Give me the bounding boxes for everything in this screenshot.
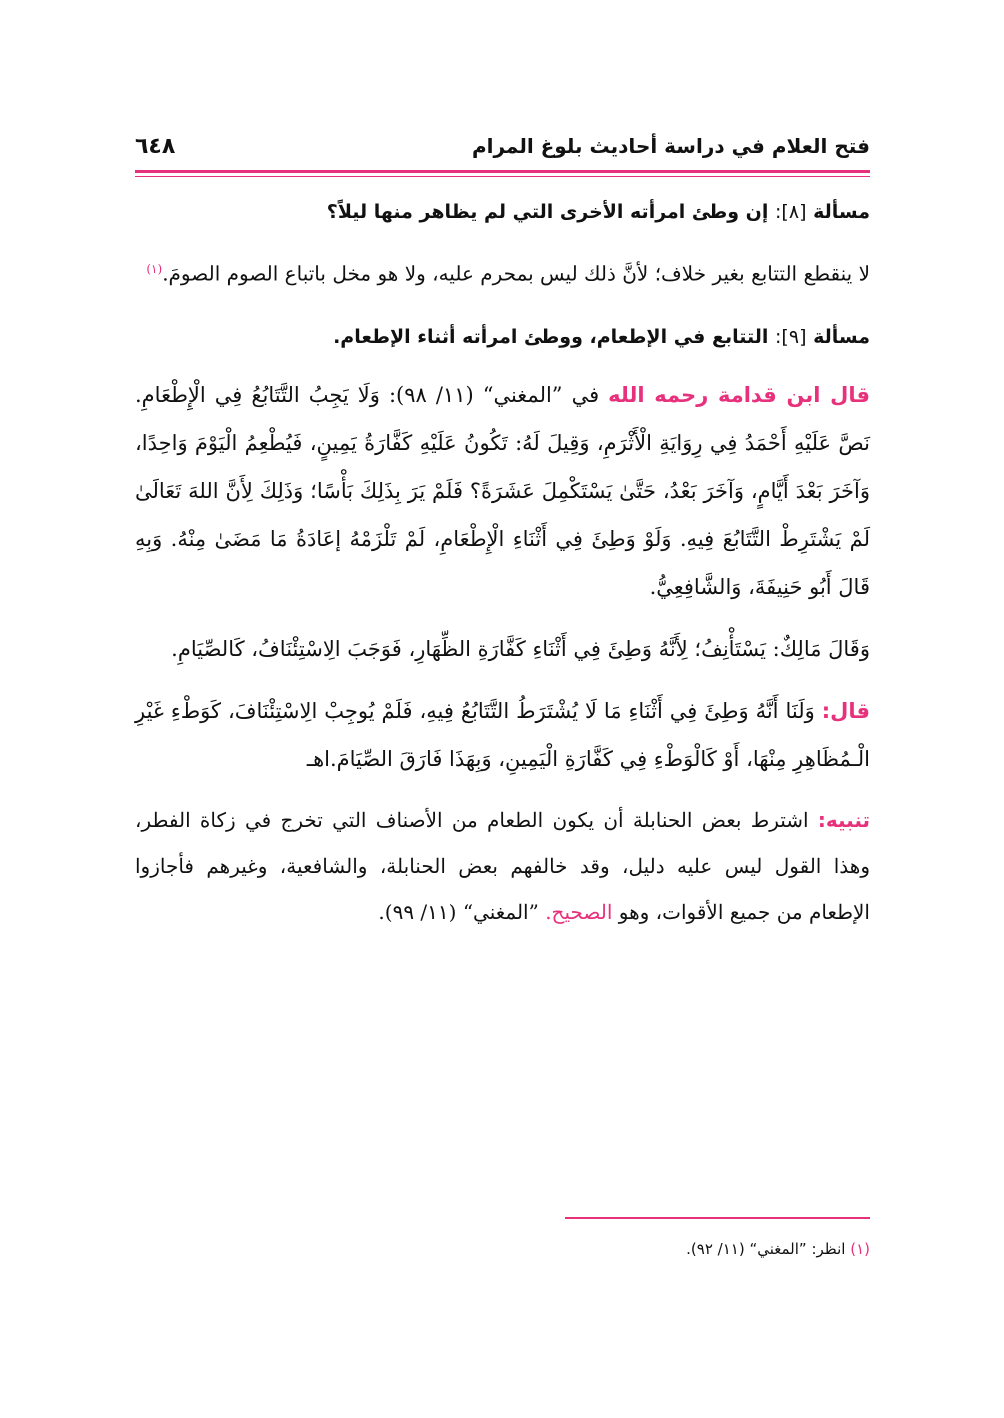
- quote-lead: قال:: [821, 698, 870, 723]
- page-body: [135, 190, 870, 935]
- note-paragraph: [135, 797, 870, 935]
- quote-text: وَلَنَا أَنَّهُ وَطِئَ فِي أَثْنَاءِ مَا لَا يُشْتَرَطُ التَّتَابُعُ فِيهِ، فَلَمْ يُوجِبْ الِاسْتِئْنَافَ، كَوَطْءِ غَيْرِ الْـمُظَاهِرِ مِنْهَا، أَوْ كَالْوَطْءِ فِي كَفَّارَةِ الْيَمِينِ، وَبِهَذَا فَارَقَ الصِّيَامَ.اهـ: [135, 698, 870, 771]
- issue-title: إن وطئ امرأته الأخرى التي لم يظاهر منها ليلاً؟: [326, 201, 769, 223]
- page-number: ٦٤٨: [135, 133, 176, 159]
- issue-number: [٩]:: [775, 325, 807, 348]
- answer-text: لا ينقطع التتابع بغير خلاف؛ لأنَّ ذلك ليس بمحرم عليه، ولا هو مخل باتباع الصوم الصومَ.: [162, 261, 870, 286]
- note-text: اشترط بعض الحنابلة أن يكون الطعام من الأصناف التي تخرج في زكاة الفطر، وهذا القول ليس عليه دليل، وقد خالفهم بعض الحنابلة، والشافعية، وغيرهم فأجازوا الإطعام من جميع الأقوات، وهو: [135, 807, 870, 924]
- quote-ibn-qudama: [135, 371, 870, 611]
- footnote-rule: [565, 1217, 870, 1219]
- running-header: [135, 128, 870, 164]
- issue-number: [٨]:: [775, 201, 807, 223]
- header-rule-thin: [135, 176, 870, 177]
- issue-8-heading: [135, 190, 870, 234]
- footnote-reference[interactable]: (١): [146, 262, 163, 276]
- quote-malik: [135, 625, 870, 673]
- note-citation: ”المغني“ (١١/ ٩٩).: [378, 899, 539, 924]
- issue-label: مسألة: [813, 325, 870, 348]
- quote-text: وَقَالَ مَالِكٌ: يَسْتَأْنِفُ؛ لِأَنَّهُ وَطِئَ فِي أَثْنَاءِ كَفَّارَةِ الظِّهَارِ، فَوَجَبَ الِاسْتِئْنَافُ، كَالصِّيَامِ.: [171, 636, 870, 661]
- quote-response: [135, 687, 870, 783]
- note-lead: تنبيه:: [817, 807, 870, 832]
- footnote: [686, 1240, 870, 1258]
- issue-label: مسألة: [813, 201, 870, 223]
- note-highlight: الصحيح.: [545, 899, 613, 924]
- running-title: فتح العلام في دراسة أحاديث بلوغ المرام: [471, 134, 870, 158]
- answer-paragraph: [135, 246, 870, 297]
- quote-lead: قال ابن قدامة رحمه الله: [608, 382, 870, 407]
- header-rule: [135, 170, 870, 173]
- footnote-mark: (١): [850, 1240, 870, 1258]
- issue-title: التتابع في الإطعام، ووطئ امرأته أثناء الإطعام.: [333, 325, 769, 348]
- footnote-text: انظر: ”المغني“ (١١/ ٩٢).: [686, 1240, 846, 1258]
- issue-9-heading: [135, 315, 870, 359]
- quote-text: في ”المغني“ (١١/ ٩٨): وَلَا يَجِبُ التَّتَابُعُ فِي الْإِطْعَامِ. نَصَّ عَلَيْهِ أَحْمَدُ فِي رِوَايَةِ الْأَثْرَمِ، وَقِيلَ لَهُ: تَكُونُ عَلَيْهِ كَفَّارَةُ يَمِينٍ، فَيُطْعِمُ الْيَوْمَ وَاحِدًا، وَآخَرَ بَعْدَ أَيَّامٍ، وَآخَرَ بَعْدُ، حَتَّىٰ يَسْتَكْمِلَ عَشَرَةً؟ فَلَمْ يَرَ بِذَلِكَ بَأْسًا؛ وَذَلِكَ لِأَنَّ اللهَ تَعَالَىٰ لَمْ يَشْتَرِطْ التَّتَابُعَ فِيهِ. وَلَوْ وَطِئَ فِي أَثْنَاءِ الْإِطْعَامِ، لَمْ تَلْزَمْهُ إعَادَةُ مَا مَضَىٰ مِنْهُ. وَبِهِ قَالَ أَبُو حَنِيفَةَ، وَالشَّافِعِيُّ.: [135, 382, 870, 599]
